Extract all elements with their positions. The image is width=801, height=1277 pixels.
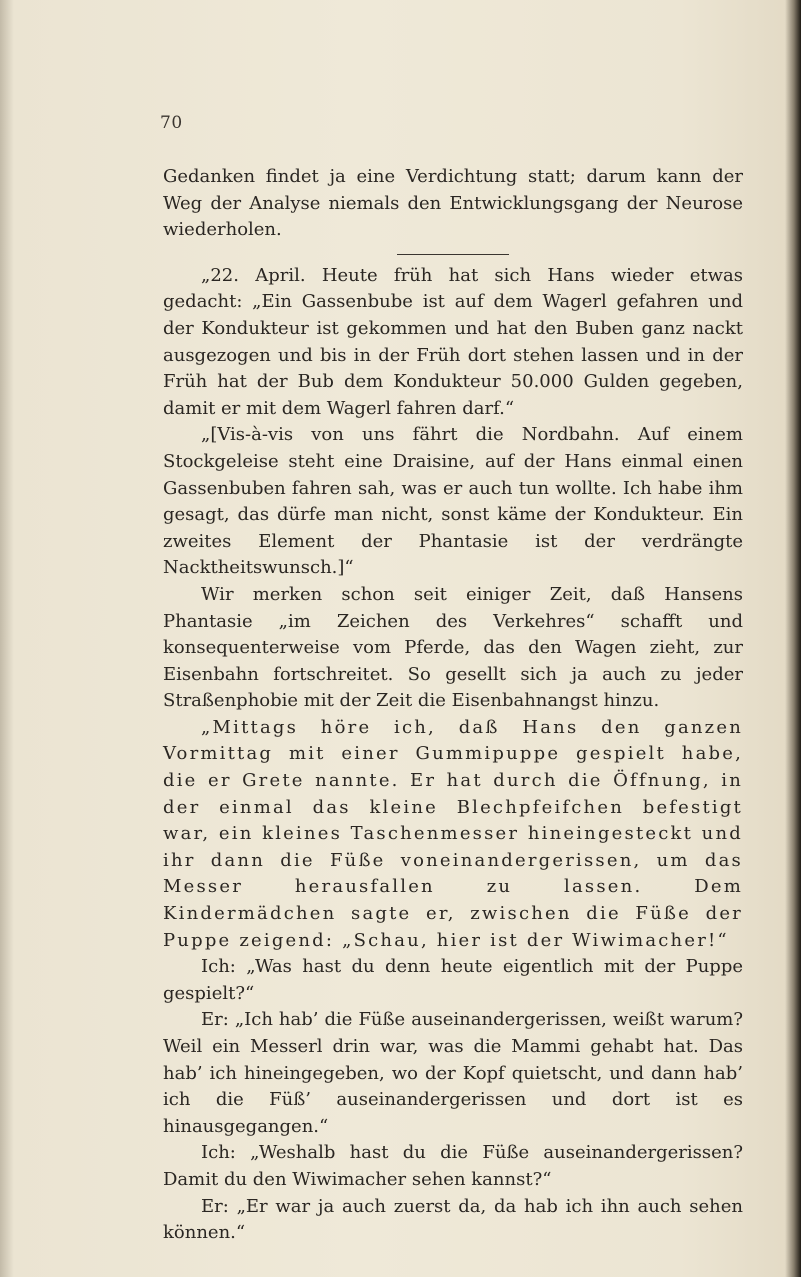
page-number: 70 [160,113,183,133]
paragraph: Ich: „Was hast du denn heute eigentlich mit der Puppe gespielt?“ [163,956,743,1004]
paragraph: Gedanken findet ja eine Verdichtung statt; darum kann der Weg der Analyse niemals den Entwicklungsgang der Neurose wiederholen. [163,166,743,241]
gutter-shadow [0,0,14,1277]
paragraph: „22. April. Heute früh hat sich Hans wieder etwas gedacht: „Ein Gassenbube ist auf dem Wagerl gefahren und der Kondukteur ist gekommen und hat den Buben ganz nackt ausgezogen und bis in der Früh dort stehen lassen und in der Früh hat der Bub dem Kondukteur 50.000 Gulden gegeben, damit er mit dem Wagerl fahren darf.“ [163,264,743,419]
paragraph: „[Vis-à-vis von uns fährt die Nordbahn. Auf einem Stockgeleise steht eine Draisine, auf der Hans einmal einen Gassenbuben fahren sah, was er auch tun wollte. Ich habe ihm gesagt, das dürfe man nicht, sonst käme der Kondukteur. Ein zweites Element der Phantasie ist der verdrängte Nacktheitswunsch.]“ [163,424,743,579]
paragraph: Ich: „Weshalb hast du die Füße auseinandergerissen? Damit du den Wiwimacher sehen kannst?“ [163,1142,743,1190]
paragraph: Wir merken schon seit einiger Zeit, daß Hansens Phantasie „im Zeichen des Verkehres“ schafft und konsequenterweise vom Pferde, das den Wagen zieht, zur Eisenbahn fortschreitet. So gesellt sich ja auch zu jeder Straßenphobie mit der Zeit die Eisenbahnangst hinzu. [163,583,743,712]
paragraph: Er: „Er war ja auch zuerst da, da hab ich ihn auch sehen können.“ [163,1195,743,1244]
paragraph: Er: „Ich hab’ die Füße auseinandergerissen, weißt warum? Weil ein Messerl drin war, was die Mammi gehabt hat. Das hab’ ich hineingegeben, wo der Kopf quietscht, und dann hab’ ich die Füß’ auseinandergerissen und dort ist es hinausgegangen.“ [163,1009,743,1137]
page-edge [785,0,801,1277]
section-divider [397,254,509,255]
paragraph: „Mittags höre ich, daß Hans den ganzen Vormittag mit einer Gummipuppe gespielt habe, die er Grete nannte. Er hat durch die Öffnung, in der einmal das kleine Blechpfeifchen befestigt war, ein kleines Taschenmesser hineingesteckt und ihr dann die Füße voneinandergerissen, um das Messer herausfallen zu lassen. Dem Kindermädchen sagte er, zwischen die Füße der Puppe zeigend: „Schau, hier ist der Wiwimacher!“ [163,716,743,951]
body-text [163,164,743,1247]
